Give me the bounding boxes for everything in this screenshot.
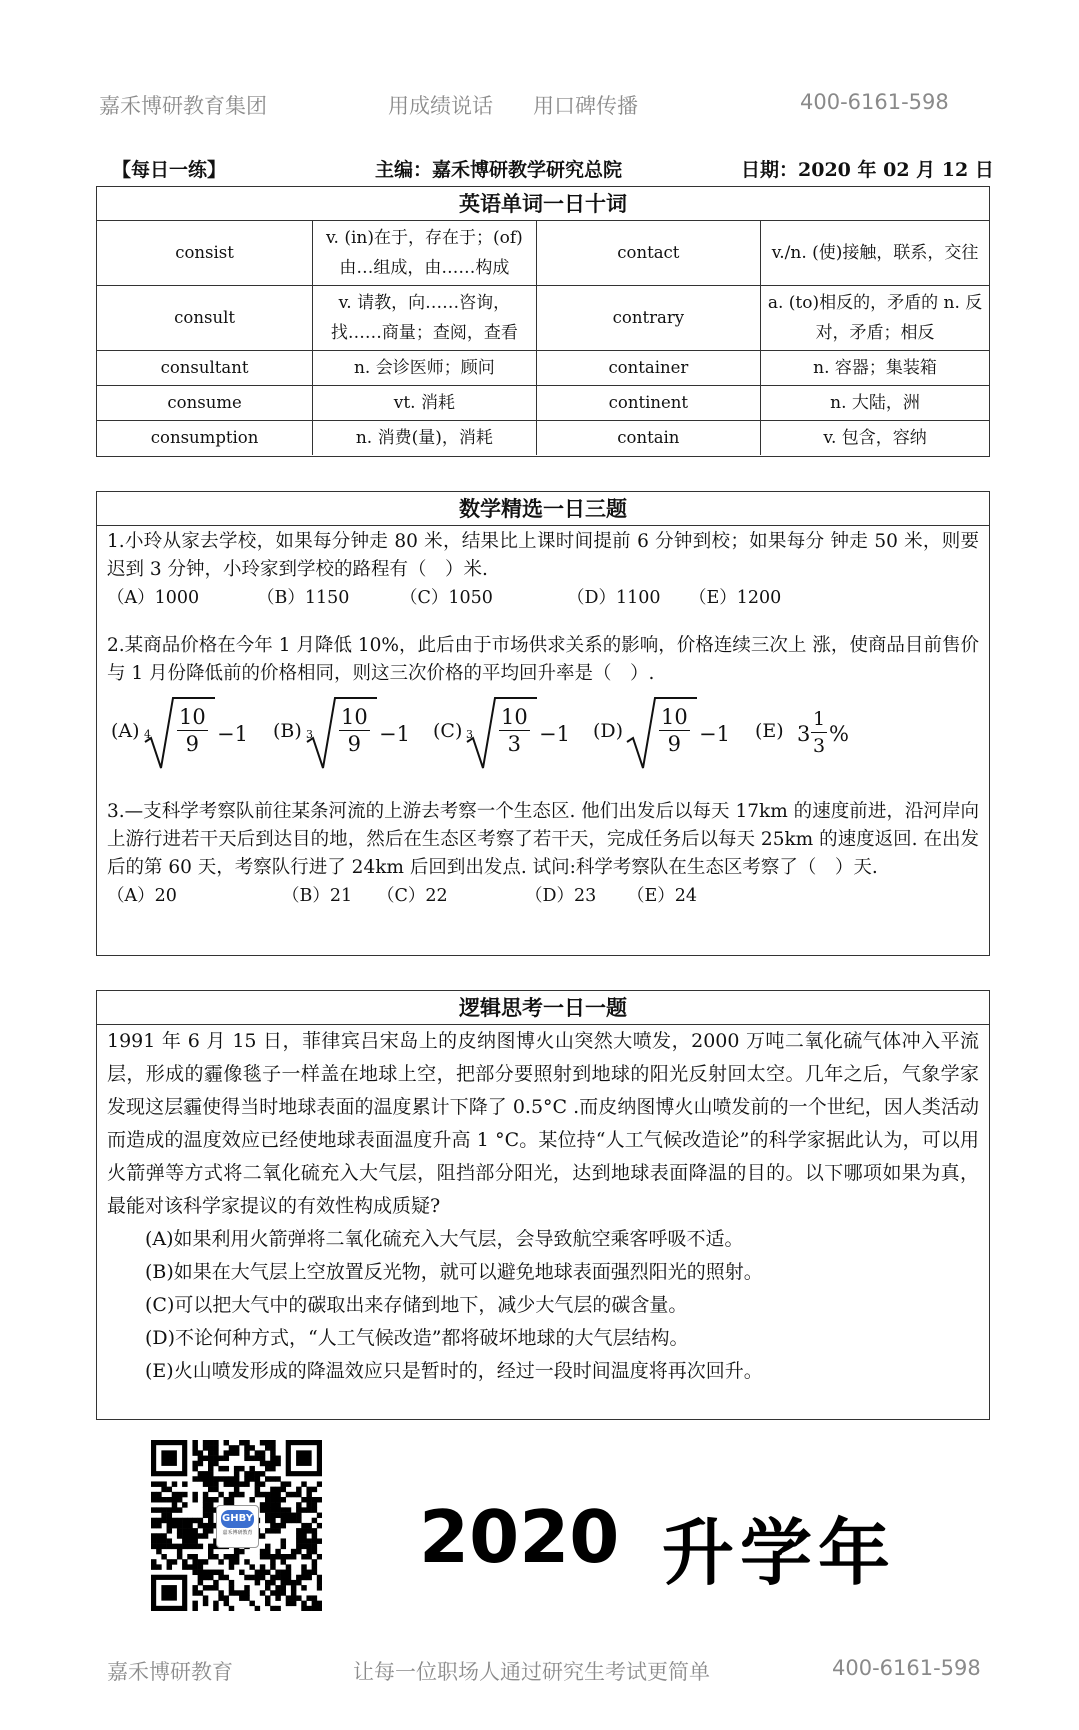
math-q3-options (97, 882, 989, 912)
qr-logo-text: GHBY (221, 1510, 254, 1528)
vocab-word: contact (536, 221, 761, 286)
root-index: 4 (144, 728, 151, 741)
page-header (0, 90, 1079, 120)
mixed-whole: 3 (797, 722, 811, 746)
vocab-definition: v. 请教，向……咨询，找……商量；查阅，查看 (313, 286, 536, 351)
header-org: 嘉禾博研教育集团 (99, 94, 267, 118)
option: （C）22 (377, 886, 448, 906)
logic-options (107, 1223, 979, 1388)
footer-slogan: 让每一位职场人通过研究生考试更简单 (353, 1660, 710, 1684)
header-slogan-1: 用成绩说话 (388, 94, 493, 118)
math-q2-options (97, 694, 989, 776)
banner-year: 2020 (419, 1495, 620, 1579)
logic-option: (C)可以把大气中的碳取出来存储到地下，减少大气层的碳含量。 (145, 1294, 688, 1316)
root-index: 3 (466, 728, 473, 741)
option: （A）1000 (107, 588, 200, 608)
math-question-2: 2.某商品价格在今年 1 月降低 10%，此后由于市场供求关系的影响，价格连续三次上 涨，使商品目前售价与 1 月份降低前的价格相同，则这三次价格的平均回升率是（ ）. (107, 635, 979, 684)
table-row (97, 286, 989, 351)
vocab-definition: v. 包含，容纳 (761, 421, 989, 456)
option-label: (C) (433, 720, 463, 742)
date-label: 日期：2020 年 02 月 12 日 (741, 159, 994, 181)
vocab-definition: a. (to)相反的，矛盾的 n. 反对，矛盾；相反 (761, 286, 989, 351)
numerator: 10 (341, 705, 368, 729)
math-section (96, 491, 990, 956)
table-row (97, 386, 989, 421)
option: （B）21 (282, 886, 353, 906)
minus-one: −1 (539, 722, 570, 746)
vocab-word: consume (97, 386, 313, 421)
editor-label: 主编：嘉禾博研教学研究总院 (375, 159, 623, 181)
math-question-1: 1.小玲从家去学校，如果每分钟走 80 米，结果比上课时间提前 6 分钟到校；如果每分 钟走 50 米，则要迟到 3 分钟，小玲家到学校的路程有（ ）米. (107, 531, 979, 580)
option: （E）24 (627, 886, 698, 906)
fraction (499, 704, 530, 757)
vocab-word: container (536, 351, 761, 386)
option: （C）1050 (400, 588, 493, 608)
option: （A）20 (107, 886, 177, 906)
vocab-title: 英语单词一日十词 (97, 187, 989, 221)
daily-label: 【每日一练】 (112, 159, 227, 181)
denominator: 9 (667, 732, 682, 756)
numerator: 10 (661, 705, 688, 729)
vocab-word: consist (97, 221, 313, 286)
vocab-word: contrary (536, 286, 761, 351)
vocab-definition: vt. 消耗 (313, 386, 536, 421)
denominator: 9 (185, 732, 200, 756)
numerator: 1 (811, 706, 827, 733)
logic-option: (B)如果在大气层上空放置反光物，就可以避免地球表面强烈阳光的照射。 (145, 1261, 763, 1283)
math-title: 数学精选一日三题 (97, 492, 989, 526)
percent-sign: % (829, 722, 849, 746)
vocab-definition: v./n. (使)接触，联系，交往 (761, 221, 989, 286)
logic-title: 逻辑思考一日一题 (97, 991, 989, 1025)
vocab-section (96, 186, 990, 457)
logic-section (96, 990, 990, 1420)
vocab-word: contain (536, 421, 761, 456)
table-row (97, 221, 989, 286)
option: （D）1100 (567, 588, 661, 608)
fraction (339, 704, 370, 757)
vocab-word: consumption (97, 421, 313, 456)
table-row (97, 351, 989, 386)
fraction (811, 706, 827, 759)
vocab-definition: n. 容器；集装箱 (761, 351, 989, 386)
footer-org: 嘉禾博研教育 (107, 1660, 233, 1684)
option: （B）1150 (257, 588, 350, 608)
vocab-definition: n. 大陆，洲 (761, 386, 989, 421)
option-label: (A) (111, 720, 140, 742)
numerator: 10 (501, 705, 528, 729)
math-question-3: 3.—支科学考察队前往某条河流的上游去考察一个生态区. 他们出发后以每天 17km 的速度前进，沿河岸向上游行进若干天后到达目的地，然后在生态区考察了若干天，完成任务后以每天 25km 的速度返回. 在出发后的第 60 天，考察队行进了 24km 后回到出发点. 试问:科学考察队在生态区考察了（ ）天. (107, 801, 979, 878)
fraction (177, 704, 208, 757)
table-row (97, 421, 989, 456)
vocab-definition: v. (in)在于，存在于；(of)由…组成，由……构成 (313, 221, 536, 286)
option: （E）1200 (689, 588, 782, 608)
option-label: (B) (273, 720, 302, 742)
minus-one: −1 (379, 722, 410, 746)
logic-option: (D)不论何种方式，“人工气候改造”都将破坏地球的大气层结构。 (145, 1327, 689, 1349)
footer-phone: 400-6161-598 (832, 1656, 981, 1680)
denominator: 3 (507, 732, 522, 756)
vocab-word: consultant (97, 351, 313, 386)
vocab-table (97, 221, 989, 455)
fraction (659, 704, 690, 757)
logic-option: (A)如果利用火箭弹将二氧化硫充入大气层，会导致航空乘客呼吸不适。 (145, 1228, 744, 1250)
denominator: 3 (813, 735, 826, 757)
vocab-word: continent (536, 386, 761, 421)
logic-question: 1991 年 6 月 15 日，菲律宾吕宋岛上的皮纳图博火山突然大喷发，2000 万吨二氧化硫气体冲入平流层，形成的霾像毯子一样盖在地球上空，把部分要照射到地球的阳光反射回太空。几年之后，气象学家发现这层霾使得当时地球表面的温度累计下降了 0.5°C .而皮纳图博火山喷发前的一个世纪，因人类活动而造成的温度效应已经使地球表面温度升高 1 °C。某位持“人工气候改造论”的科学家据此认为，可以用火箭弹等方式将二氧化硫充入大气层，阻挡部分阳光，达到地球表面降温的目的。以下哪项如果为真，最能对该科学家提议的有效性构成质疑? (107, 1030, 979, 1217)
vocab-definition: n. 消费(量)，消耗 (313, 421, 536, 456)
minus-one: −1 (699, 722, 730, 746)
qr-logo (216, 1505, 259, 1548)
root-index: 3 (306, 728, 313, 741)
banner-text: 升学年 (662, 1511, 897, 1595)
header-phone: 400-6161-598 (800, 90, 949, 114)
minus-one: −1 (217, 722, 248, 746)
vocab-definition: n. 会诊医师；顾问 (313, 351, 536, 386)
option-label: (D) (593, 720, 624, 742)
option-label: (E) (755, 720, 784, 742)
header-slogan-2: 用口碑传播 (533, 94, 638, 118)
qr-logo-caption: 嘉禾博研教育 (222, 1530, 253, 1536)
denominator: 9 (347, 732, 362, 756)
option: （D）23 (525, 886, 597, 906)
numerator: 10 (179, 705, 206, 729)
math-q1-options (97, 584, 989, 614)
logic-option: (E)火山喷发形成的降温效应只是暂时的，经过一段时间温度将再次回升。 (145, 1360, 763, 1382)
vocab-word: consult (97, 286, 313, 351)
